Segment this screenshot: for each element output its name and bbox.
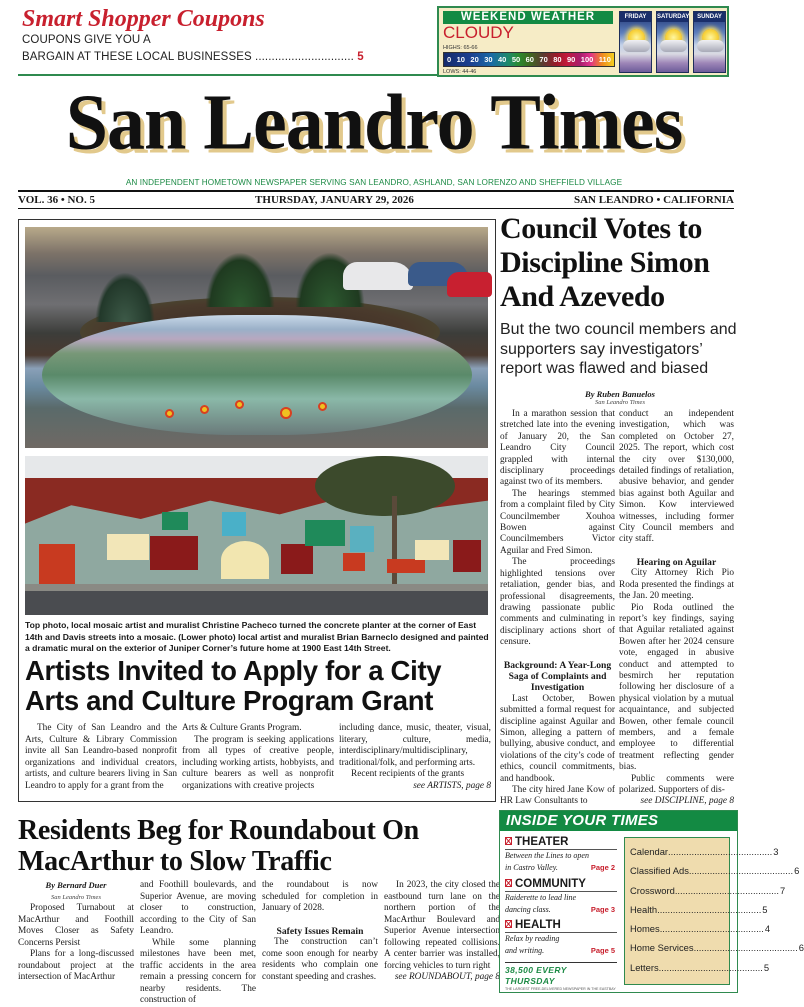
feature-community[interactable] <box>505 878 617 916</box>
inside-title: INSIDE YOUR TIMES <box>500 811 737 831</box>
photo-mural-block <box>453 540 481 572</box>
weather-day-friday <box>619 11 652 73</box>
council-column-1 <box>500 409 615 807</box>
scale-tick: 30 <box>484 55 493 64</box>
issue-date: THURSDAY, JANUARY 29, 2026 <box>255 194 414 206</box>
roundabout-paragraph: Proposed Turnabout at MacArthur and Foothill Moves Closer as Safety Concerns Persist <box>18 903 134 948</box>
photo-mural-block <box>387 559 425 573</box>
coupons-page: 5 <box>357 51 364 63</box>
photo-caption: Top photo, local mosaic artist and muralist Christine Pacheco turned the concrete planter at the corner of East 14th and Davis streets into a mosaic. (Lower photo) local artist and muralist Brian Barneclo designed and painted a dramatic mural on the exterior of Juniper Corner’s future home at 1900 East 14th Street. <box>25 620 489 653</box>
roundabout-jump-link[interactable]: see ROUNDABOUT, page 8 <box>394 972 500 982</box>
feature-desc-line: dancing class. <box>505 905 551 914</box>
arts-column-1 <box>25 723 177 799</box>
photo-mural-block <box>350 526 374 552</box>
leader-dots <box>657 900 761 919</box>
scale-tick: 70 <box>539 55 548 64</box>
photo-mural-block <box>415 540 449 560</box>
arts-paragraph: The City of San Leandro and the Arts, Culture & Library Commission invite all San Leandro-based nonprofit organizations and individual creators, artists, and culture bearers living in San Leandro to apply for a grant from the <box>25 723 177 791</box>
council-deck: But the two council members and supporters say investigators’ report was flawed and biased <box>500 321 737 377</box>
feature-desc-line: Between the Lines to open <box>505 851 589 860</box>
feature-desc <box>505 933 617 957</box>
scale-tick: 90 <box>567 55 576 64</box>
photo-tree <box>315 456 455 516</box>
tagline: AN INDEPENDENT HOMETOWN NEWSPAPER SERVING SAN LEANDRO, ASHLAND, SAN LORENZO AND SHEFFIELD VILLAGE <box>125 178 623 187</box>
index-page: 5 <box>762 903 768 915</box>
day-label: SATURDAY <box>657 14 690 20</box>
index-name: Calendar <box>630 846 669 857</box>
weather-highs: HIGHS: 65-66 <box>443 45 478 51</box>
photo-planter <box>42 315 472 435</box>
masthead <box>0 78 748 166</box>
day-label: FRIDAY <box>620 12 651 22</box>
scale-tick: 100 <box>580 55 594 64</box>
scale-tick: 60 <box>525 55 534 64</box>
index-name: Crossword <box>630 884 675 896</box>
inside-your-times <box>499 810 804 993</box>
arts-jump-link[interactable]: see ARTISTS, page 8 <box>413 780 491 791</box>
roundabout-paragraph: The construction can’t come soon enough for nearby residents who complain one constant speeding and crashes. <box>262 937 378 982</box>
cloud-icon <box>660 40 687 52</box>
council-headline[interactable]: Council Votes to Discipline Simon And Azevedo <box>500 212 710 313</box>
index-page: 3 <box>773 846 779 857</box>
feature-desc <box>505 892 617 916</box>
roundabout-paragraph: Plans for a long-discussed roundabout project at the intersection of MacArthur <box>18 949 134 982</box>
roundabout-body <box>18 880 500 1005</box>
index-name: Homes <box>630 923 660 935</box>
council-paragraph: Pio Roda outlined the report’s key findings, saying that Aguilar retaliated against Bowen after her 2024 censure vote, engaged in abusive conduct and attempted to besmirch her reputation following her disclosure of a physical violation by a mutual acquaintance, and subjected Bowen, other female council members, and a female employee to differential treatment reflecting gender bias. <box>619 602 734 773</box>
photo-mural-block <box>39 544 75 586</box>
feature-heading <box>505 878 617 892</box>
feature-page: Page 2 <box>590 863 615 872</box>
index-page: 5 <box>763 961 770 973</box>
index-page: 6 <box>794 865 800 877</box>
weather-header: WEEKEND WEATHER <box>443 11 613 24</box>
photo-mural-block <box>222 512 246 536</box>
mosaic-planter-photo[interactable] <box>25 227 488 448</box>
scale-tick: 110 <box>598 55 611 64</box>
volume-number: VOL. 36 • NO. 5 <box>18 194 95 206</box>
roundabout-subhead: Safety Issues Remain <box>276 925 364 937</box>
checkbox-icon <box>505 920 512 928</box>
feature-desc-line: Raiderette to lead line <box>505 893 577 902</box>
coupons-line-1: COUPONS GIVE YOU A <box>22 34 151 46</box>
arts-paragraph: Arts & Culture Grants Program. <box>182 723 302 733</box>
feature-desc <box>505 850 617 874</box>
council-column-2 <box>619 409 734 807</box>
index-item[interactable] <box>630 958 770 977</box>
index-page: 7 <box>780 884 786 896</box>
scale-tick: 10 <box>456 55 465 64</box>
author: By Ruben Banuelos <box>585 389 655 399</box>
index-name: Health <box>630 903 658 915</box>
roundabout-paragraph: the roundabout is now scheduled for completion in January of 2028. <box>262 880 378 913</box>
index-item[interactable] <box>630 900 768 919</box>
photo-car <box>343 262 413 290</box>
photo-flower <box>200 405 209 414</box>
feature-heading-text: COMMUNITY <box>515 878 586 890</box>
feature-heading-text: HEALTH <box>515 919 561 931</box>
photo-car <box>447 272 492 297</box>
leader-dots <box>694 938 798 957</box>
coupons-title: Smart Shopper Coupons <box>22 6 265 32</box>
leader-dots <box>660 919 764 938</box>
roundabout-paragraph: and Foothill boulevards, and Superior Avenue, are moving closer to construction, according to the City of San Leandro. <box>140 880 256 936</box>
council-paragraph: conduct an independent investigation, which was completed on October 27, 2025. The report, which cost the city over $130,000, detailed findings of retaliation, abusive behavior, and gender bias against both Aguilar and Simon. Kow interviewed witnesses, including former City Council members and city staff. <box>619 409 734 545</box>
arts-paragraph: The program is seeking applications from all types of creative people, including working artists, hobbyists, and culture bearers as well as nonprofit organizations with creative projects <box>182 734 334 791</box>
arts-story-box <box>18 219 496 802</box>
feature-desc-line: in Castro Valley. <box>505 863 558 872</box>
photo-flower <box>318 402 327 411</box>
dateline <box>18 193 734 207</box>
council-paragraph: In a marathon session that stretched late into the evening of January 20, the San Leandro City Council grappled with internal disciplinary proceedings against two of its members. <box>500 409 615 488</box>
roundabout-column-1 <box>18 880 134 992</box>
council-body <box>500 409 734 807</box>
index-name: Letters <box>630 961 659 973</box>
weather-day-sunday <box>693 11 726 73</box>
arts-body <box>25 723 491 799</box>
coupons-line-2-text: BARGAIN AT THESE LOCAL BUSINESSES .............................. <box>22 51 354 63</box>
photo-flower <box>235 400 244 409</box>
photo-mural-block <box>107 534 149 560</box>
index-item[interactable] <box>630 881 786 900</box>
arts-paragraph: Recent recipients of the grants <box>351 769 465 779</box>
divider <box>18 208 734 209</box>
roundabout-column-4 <box>384 880 500 992</box>
photo-mural-block <box>281 544 313 574</box>
location: SAN LEANDRO • CALIFORNIA <box>573 194 734 206</box>
photo-mural-block <box>150 536 198 570</box>
feature-heading-text: THEATER <box>515 836 569 848</box>
council-paragraph: City Attorney Rich Pio Roda presented the findings at the Jan. 20 meeting. <box>619 568 734 602</box>
scale-tick: 80 <box>553 55 562 64</box>
scale-tick: 40 <box>498 55 507 64</box>
feature-desc-line: Relax by reading <box>505 934 560 943</box>
section-index <box>624 837 804 985</box>
council-paragraph: Public comments were polarized. Supporters of dis- <box>619 773 734 795</box>
photo-plant <box>95 272 155 322</box>
weather-day-saturday <box>656 11 689 73</box>
leader-dots <box>659 958 763 977</box>
photo-plant <box>205 252 275 307</box>
council-subhead: Hearing on Aguilar <box>636 556 717 568</box>
feature-heading <box>505 919 617 933</box>
leader-dots <box>689 861 793 880</box>
circulation-subtitle: THE LARGEST FREE-DELIVERED NEWSPAPER IN THE EASTBAY <box>505 987 616 991</box>
weekend-weather <box>437 6 729 77</box>
arts-column-3 <box>339 723 491 799</box>
council-paragraph: The proceedings highlighted tensions over retaliation, gender bias, and professional disagreements, drawing passionate public comments and culminating in disciplinary actions short of censure. <box>500 557 615 648</box>
council-paragraph: Last October, Bowen submitted a formal request for discipline against Aguilar and Simon, alleging a pattern of bullying, abusive conduct, and violations of the city’s code of ethics, council commitments, and handbook. <box>500 693 615 784</box>
photo-mural-block <box>305 520 345 546</box>
arts-column-2 <box>182 723 334 799</box>
council-paragraph: The city hired Jane Kow of HR Law Consultants to <box>500 785 615 807</box>
roundabout-paragraph: While some planning milestones have been met, traffic accidents in the area remain a pressing concern for nearby residents. The construction of <box>140 937 256 1005</box>
roundabout-column-3 <box>262 880 378 992</box>
index-item[interactable] <box>630 919 771 938</box>
temperature-scale <box>443 52 615 67</box>
author: By Bernard Duer <box>45 880 107 890</box>
index-item[interactable] <box>630 861 800 880</box>
council-jump-link[interactable]: see DISCIPLINE, page 8 <box>640 796 734 807</box>
index-item[interactable] <box>630 938 804 957</box>
council-paragraph: The hearings stemmed from a complaint filed by City Councilmember Xouhoa Bowen against Councilmembers Victor Aguilar and Fred Simon. <box>500 488 615 556</box>
newspaper-name: San Leandro Times <box>65 77 683 167</box>
weather-condition: CLOUDY <box>443 23 514 42</box>
photo-road <box>25 591 488 615</box>
index-page: 6 <box>798 942 804 954</box>
index-item[interactable] <box>630 842 779 861</box>
circulation <box>505 962 617 992</box>
leader-dots <box>675 881 779 900</box>
cloud-icon <box>697 40 724 52</box>
divider <box>18 190 734 192</box>
council-subhead: Background: A Year-Long Saga of Complaints and Investigation <box>503 659 612 694</box>
roundabout-headline[interactable]: Residents Beg for Roundabout On MacArthur to Slow Traffic <box>18 815 419 877</box>
index-page: 4 <box>764 923 771 935</box>
checkbox-icon <box>505 879 512 887</box>
index-name: Home Services <box>630 942 694 954</box>
photo-flower <box>165 409 174 418</box>
scale-tick: 50 <box>511 55 521 64</box>
scale-tick: 0 <box>447 55 452 64</box>
author-org: San Leandro Times <box>595 399 645 406</box>
feature-heading <box>505 836 617 850</box>
feature-page: Page 3 <box>590 905 615 914</box>
feature-theater[interactable] <box>505 836 617 874</box>
leader-dots <box>668 842 772 861</box>
checkbox-icon <box>505 837 512 845</box>
arts-headline[interactable]: Artists Invited to Apply for a City Arts and Culture Program Grant <box>25 655 442 716</box>
author-org: San Leandro Times <box>51 893 101 901</box>
roundabout-column-2 <box>140 880 256 1005</box>
arts-paragraph: including dance, music, theater, visual, literary, culture, media, interdisciplinary/multidisciplinary, traditional/folk, and performing arts. <box>339 723 491 768</box>
photo-mural-block <box>343 553 365 571</box>
feature-health[interactable] <box>505 919 617 957</box>
feature-desc-line: and writing. <box>505 946 545 955</box>
weather-lows: LOWS: 44-46 <box>443 69 477 75</box>
circulation-count: 38,500 EVERY THURSDAY <box>505 965 567 986</box>
mural-photo[interactable] <box>25 456 488 615</box>
coupons-line-2 <box>22 49 436 66</box>
feature-page: Page 5 <box>590 946 615 955</box>
council-byline <box>500 389 740 406</box>
photo-flower <box>280 407 292 419</box>
photo-mural-block <box>221 541 269 579</box>
coupons-teaser[interactable] <box>22 6 436 66</box>
cloud-icon <box>623 40 650 52</box>
scale-tick: 20 <box>470 55 479 64</box>
index-name: Classified Ads <box>630 865 689 877</box>
photo-mural-block <box>162 512 188 530</box>
roundabout-paragraph: In 2023, the city closed the eastbound turn lane on the northern portion of the MacArthur Boulevard and Superior Avenue intersection following repeated collisions. A center barrier was installed, forcing vehicles to turn right <box>384 880 500 971</box>
day-label: SUNDAY <box>694 12 725 22</box>
